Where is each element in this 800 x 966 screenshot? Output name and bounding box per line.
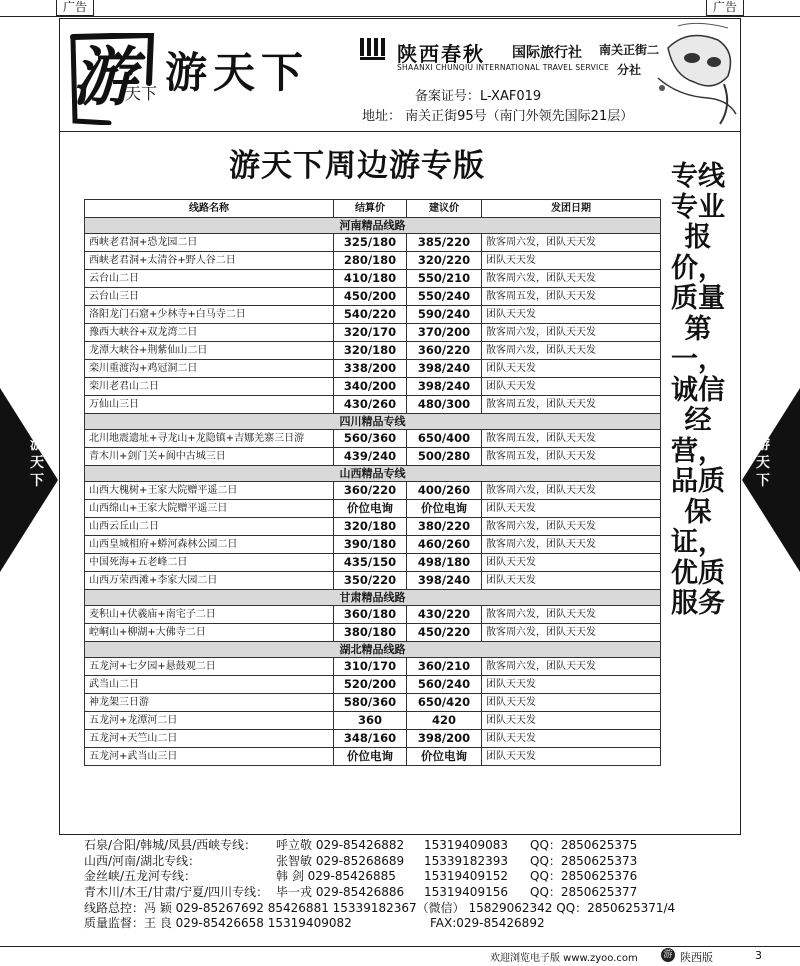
- route-name: 北川地震遗址+寻龙山+龙隐镇+吉娜羌寨三日游: [85, 430, 334, 448]
- route-name: 五龙河+七夕园+悬鼓观二日: [85, 658, 334, 676]
- settle-price: 430/260: [334, 396, 407, 414]
- contact-mobile: 15339182393: [424, 853, 508, 868]
- contact-name-tel: 张智敏 029-85268689: [276, 853, 405, 868]
- settle-price: 439/240: [334, 448, 407, 466]
- departure-schedule: 团队天天发: [482, 500, 661, 518]
- section-title: 山西精品专线: [85, 466, 661, 482]
- suggested-price: 360/210: [407, 658, 482, 676]
- footer-region: 陕西版: [680, 951, 713, 964]
- route-name: 山西绵山+王家大院赠平遥三日: [85, 500, 334, 518]
- contact-label: 山西/河南/湖北专线：: [84, 853, 201, 868]
- table-row: [85, 536, 661, 554]
- footer-welcome: 欢迎浏览电子版 www.zyoo.com: [490, 953, 638, 964]
- suggested-price: 550/210: [407, 270, 482, 288]
- top-bar: [0, 0, 800, 17]
- table-row: [85, 712, 661, 730]
- section-title: 湖北精品线路: [85, 642, 661, 658]
- suggested-price: 398/240: [407, 572, 482, 590]
- route-name: 五龙河+龙潭河二日: [85, 712, 334, 730]
- supervisor-line: 线路总控：冯 颖 029-85267692 85426881 15339182367（微信） 15829062342 QQ：2850625371/4: [84, 900, 676, 915]
- table-row: [85, 730, 661, 748]
- col-header-settle-price: 结算价: [334, 200, 407, 218]
- departure-schedule: 散客周六发，团队天天发: [482, 482, 661, 500]
- departure-schedule: 团队天天发: [482, 378, 661, 396]
- route-name: 西峡老君洞+太清谷+野人谷二日: [85, 252, 334, 270]
- settle-price: 580/360: [334, 694, 407, 712]
- departure-schedule: 团队天天发: [482, 676, 661, 694]
- suggested-price: 498/180: [407, 554, 482, 572]
- suggested-price: 650/420: [407, 694, 482, 712]
- contact-mobile: 15319409083: [424, 838, 508, 852]
- suggested-price: 480/300: [407, 396, 482, 414]
- suggested-price: 398/240: [407, 360, 482, 378]
- route-name: 五龙河+武当山三日: [85, 748, 334, 766]
- slogan: 专线专业报价，质量第一，诚信经营，品质保证，优质服务: [671, 161, 725, 619]
- contact-qq: QQ：2850625375: [530, 838, 638, 852]
- route-name: 山西万荣西滩+李家大园二日: [85, 572, 334, 590]
- settle-price: 338/200: [334, 360, 407, 378]
- settle-price: 410/180: [334, 270, 407, 288]
- logo-small-text: [125, 86, 157, 102]
- suggested-price: 价位电询: [407, 748, 482, 766]
- footer-divider: [0, 946, 800, 947]
- route-name: 云台山二日: [85, 270, 334, 288]
- suggested-price: 398/240: [407, 378, 482, 396]
- route-price-table: [84, 199, 661, 766]
- departure-schedule: 散客周六发，团队天天发: [482, 658, 661, 676]
- ad-label-right: 广告: [706, 0, 744, 16]
- settle-price: 348/160: [334, 730, 407, 748]
- section-row: [85, 466, 661, 482]
- suggested-price: 价位电询: [407, 500, 482, 518]
- table-row: [85, 518, 661, 536]
- settle-price: 价位电询: [334, 748, 407, 766]
- departure-schedule: 散客周五发，团队天天发: [482, 430, 661, 448]
- table-row: [85, 234, 661, 252]
- route-name: 麦积山+伏羲庙+南宅子二日: [85, 606, 334, 624]
- contact-label: 石泉/合阳/韩城/凤县/西峡专线：: [84, 838, 257, 852]
- table-row: [85, 572, 661, 590]
- settle-price: 435/150: [334, 554, 407, 572]
- route-name: 龙潭大峡谷+荆紫仙山二日: [85, 342, 334, 360]
- route-name: 栾川老君山二日: [85, 378, 334, 396]
- carnival-mask-icon: [648, 18, 740, 128]
- departure-schedule: 散客周五发，团队天天发: [482, 288, 661, 306]
- settle-price: 320/180: [334, 342, 407, 360]
- section-title: 河南精品线路: [85, 218, 661, 234]
- departure-schedule: 团队天天发: [482, 730, 661, 748]
- suggested-price: 460/260: [407, 536, 482, 554]
- suggested-price: 560/240: [407, 676, 482, 694]
- route-name: 万仙山三日: [85, 396, 334, 414]
- settle-price: 320/180: [334, 518, 407, 536]
- settle-price: 450/200: [334, 288, 407, 306]
- departure-schedule: 散客周六发，团队天天发: [482, 624, 661, 642]
- table-row: [85, 430, 661, 448]
- settle-price: 310/170: [334, 658, 407, 676]
- contact-qq: QQ：2850625373: [530, 853, 638, 868]
- departure-schedule: 散客周六发，团队天天发: [482, 324, 661, 342]
- route-name: 五龙河+天竺山二日: [85, 730, 334, 748]
- departure-schedule: 散客周六发，团队天天发: [482, 606, 661, 624]
- table-row: [85, 624, 661, 642]
- route-name: 洛阳龙门石窟+少林寺+白马寺二日: [85, 306, 334, 324]
- table-row: [85, 500, 661, 518]
- route-name: 山西皇城相府+蟒河森林公园二日: [85, 536, 334, 554]
- brand-name: 游天下: [165, 48, 310, 97]
- table-row: [85, 554, 661, 572]
- side-tab-right-label: 游天下: [756, 437, 770, 489]
- page-number: 3: [755, 949, 762, 962]
- route-name: 西峡老君洞+恐龙园二日: [85, 234, 334, 252]
- contact-name-tel: 韩 剑 029-85426885: [276, 869, 396, 884]
- departure-schedule: 散客周六发，团队天天发: [482, 270, 661, 288]
- side-tab-left-label: 游天下: [30, 437, 44, 489]
- route-name: 云台山三日: [85, 288, 334, 306]
- settle-price: 390/180: [334, 536, 407, 554]
- ad-label-left: 广告: [56, 0, 94, 16]
- table-row: [85, 658, 661, 676]
- settle-price: 540/220: [334, 306, 407, 324]
- table-row: [85, 676, 661, 694]
- departure-schedule: 散客周六发，团队天天发: [482, 234, 661, 252]
- registration-number: 备案证号：L-XAF019: [415, 89, 542, 104]
- fax-number: FAX:029-85426892: [430, 916, 545, 931]
- table-header-row: [85, 200, 661, 218]
- page-title: 游天下周边游专版: [229, 148, 485, 184]
- settle-price: 320/170: [334, 324, 407, 342]
- col-header-suggested-price: 建议价: [407, 200, 482, 218]
- suggested-price: 500/280: [407, 448, 482, 466]
- section-row: [85, 218, 661, 234]
- agency-suffix: 国际旅行社: [512, 45, 582, 61]
- departure-schedule: 散客周五发，团队天天发: [482, 448, 661, 466]
- settle-price: 520/200: [334, 676, 407, 694]
- table-row: [85, 270, 661, 288]
- suggested-price: 590/240: [407, 306, 482, 324]
- route-name: 中国死海+五老峰二日: [85, 554, 334, 572]
- contact-qq: QQ：2850625376: [530, 869, 638, 884]
- departure-schedule: 散客周六发，团队天天发: [482, 518, 661, 536]
- contact-name-tel: 呼立敬 029-85426882: [276, 838, 405, 852]
- agency-english-name: SHAANXI CHUNQIU INTERNATIONAL TRAVEL SERVICE: [397, 63, 610, 72]
- section-title: 甘肃精品线路: [85, 590, 661, 606]
- section-row: [85, 414, 661, 430]
- settle-price: 280/180: [334, 252, 407, 270]
- table-row: [85, 324, 661, 342]
- table-row: [85, 396, 661, 414]
- route-name: 栾川重渡沟+鸡冠洞二日: [85, 360, 334, 378]
- departure-schedule: 散客周六发，团队天天发: [482, 536, 661, 554]
- agency-name: 陕西春秋: [397, 42, 485, 66]
- route-name: 山西云丘山二日: [85, 518, 334, 536]
- section-title: 四川精品专线: [85, 414, 661, 430]
- quality-line: 质量监督：王 良 029-85426658 15319409082: [84, 916, 352, 931]
- departure-schedule: 散客周六发，团队天天发: [482, 342, 661, 360]
- address: 地址： 南关正街95号（南门外领先国际21层）: [362, 109, 634, 124]
- branch-name: 南关正街二分社: [598, 43, 659, 77]
- route-name: 山西大槐树+王家大院赠平遥二日: [85, 482, 334, 500]
- settle-price: 380/180: [334, 624, 407, 642]
- settle-price: 560/360: [334, 430, 407, 448]
- settle-price: 360: [334, 712, 407, 730]
- settle-price: 360/180: [334, 606, 407, 624]
- table-row: [85, 448, 661, 466]
- suggested-price: 360/220: [407, 342, 482, 360]
- logo-big-character: 游: [72, 40, 132, 115]
- departure-schedule: 团队天天发: [482, 712, 661, 730]
- route-name: 神龙架三日游: [85, 694, 334, 712]
- suggested-price: 420: [407, 712, 482, 730]
- route-name: 青木川+剑门关+阆中古城三日: [85, 448, 334, 466]
- agency-emblem-icon: [358, 36, 388, 62]
- suggested-price: 380/220: [407, 518, 482, 536]
- suggested-price: 398/200: [407, 730, 482, 748]
- route-table-body: [85, 218, 661, 766]
- table-row: [85, 482, 661, 500]
- table-row: [85, 288, 661, 306]
- departure-schedule: 团队天天发: [482, 694, 661, 712]
- section-row: [85, 642, 661, 658]
- col-header-departure: 发团日期: [482, 200, 661, 218]
- suggested-price: 385/220: [407, 234, 482, 252]
- table-row: [85, 378, 661, 396]
- footer-logo-icon: 游: [661, 948, 675, 962]
- contact-qq: QQ：2850625377: [530, 885, 638, 900]
- suggested-price: 550/240: [407, 288, 482, 306]
- contact-mobile: 15319409156: [424, 885, 508, 900]
- table-row: [85, 252, 661, 270]
- route-name: 崆峒山+柳湖+大佛寺二日: [85, 624, 334, 642]
- departure-schedule: 团队天天发: [482, 572, 661, 590]
- logo-small-label: 天下: [125, 84, 158, 103]
- settle-price: 350/220: [334, 572, 407, 590]
- contact-mobile: 15319409152: [424, 869, 508, 884]
- header-divider: [59, 131, 740, 132]
- suggested-price: 450/220: [407, 624, 482, 642]
- departure-schedule: 团队天天发: [482, 748, 661, 766]
- table-row: [85, 748, 661, 766]
- settle-price: 325/180: [334, 234, 407, 252]
- departure-schedule: 团队天天发: [482, 360, 661, 378]
- contact-label: 青木川/木王/甘肃/宁夏/四川专线：: [84, 885, 269, 900]
- contact-label: 金丝峡/五龙河专线：: [84, 869, 197, 884]
- suggested-price: 650/400: [407, 430, 482, 448]
- departure-schedule: 团队天天发: [482, 306, 661, 324]
- suggested-price: 370/200: [407, 324, 482, 342]
- settle-price: 360/220: [334, 482, 407, 500]
- settle-price: 340/200: [334, 378, 407, 396]
- table-row: [85, 360, 661, 378]
- table-row: [85, 342, 661, 360]
- contact-name-tel: 毕一戎 029-85426886: [276, 885, 405, 900]
- col-header-route: 线路名称: [85, 200, 334, 218]
- suggested-price: 320/220: [407, 252, 482, 270]
- route-name: 豫西大峡谷+双龙湾二日: [85, 324, 334, 342]
- section-row: [85, 590, 661, 606]
- table-row: [85, 606, 661, 624]
- suggested-price: 400/260: [407, 482, 482, 500]
- settle-price: 价位电询: [334, 500, 407, 518]
- departure-schedule: 散客周五发，团队天天发: [482, 396, 661, 414]
- departure-schedule: 团队天天发: [482, 554, 661, 572]
- suggested-price: 430/220: [407, 606, 482, 624]
- table-row: [85, 306, 661, 324]
- departure-schedule: 团队天天发: [482, 252, 661, 270]
- route-name: 武当山二日: [85, 676, 334, 694]
- table-row: [85, 694, 661, 712]
